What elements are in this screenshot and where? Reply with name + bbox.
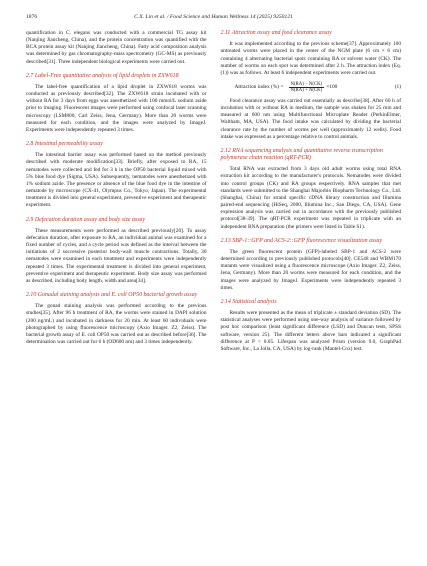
running-head bbox=[26, 14, 401, 20]
paragraph: The gonad staining analysis was performed according to the previous studies[35]. After 96 h treatment of RA, the worms were stained in DAPI solution (200 ng/mL) and incubated in darkness for 20 min. At least 60 individuals were photographed by using fluorescence microscopy (Axio Imager. Z2, Zeiss). The bacterial growth assay of E. coli OP50 was carried out as described before[36]. The determination was carried out for 6 h (OD600 nm) and 3 times independently. bbox=[26, 303, 207, 345]
section-heading: 2.11 Attraction assay and food clearance assay bbox=[220, 30, 332, 36]
section-heading: 2.13 SBP-1::GFP and ACS-2::GFP fluorescence visualization assay bbox=[220, 237, 383, 244]
equation-fraction bbox=[289, 82, 325, 93]
equation-number: (1) bbox=[394, 84, 401, 91]
equation-lhs: Attraction index (%) = bbox=[234, 84, 284, 91]
equation-denominator: N(RA) + N(CK) bbox=[290, 87, 323, 93]
paragraph: Food clearance assay was carried out essentially as describe[38]. After 60 h of incubation with or without RA in medium, the sample was shaken for 25 min and measured at 600 nm using Multifunctional Microplate Reader (PerkinElmer, Waltham, MA, USA). The food intake was calculated by dividing the bacterial clearance rate by the number of worms per well (approximately 12 wells). Food intake was expressed as a percentage relative to control animals. bbox=[220, 97, 401, 140]
paragraph: The intestinal barrier assay was performed based on the method previously described with moderate modification[33]. Briefly, after exposed to RA, 15 nematodes were collected and fed for 3 h in the OP50 bacterial liquid mixed with 5% blue food dye (Sigma, USA). Subsequently, nematodes were anesthetized with 1% sodium azide. The presence or absence of the blue food dye in the intestine of nematode by microscope (CX-41, Olympus Co., Tokyo, Japan). The experimental treatment is divided into general experiment, preventive experiment and therapeutic experiment. bbox=[26, 152, 207, 209]
section-heading: 2.12 RNA sequencing analysis and quantitative reverse transcription polymerase chain reaction (qRT-PCR) bbox=[220, 147, 383, 162]
paragraph: Results were presented as the mean of triplicate ± standard deviation (SD). The statistical analyses were performed using one-way analysis of variance followed by post hoc comparison (least significant difference (LSD) and Duncan tests, SPSS software, version 25). The different letters above bars indicated a significant difference at P < 0.05. Lifespan was analyzed Prism (version 9.0, GraphPad Software, Inc., La Jolla, CA, USA) by log-rank (Mantel-Cox) test. bbox=[220, 310, 401, 352]
equation-rhs: ×100 bbox=[326, 84, 338, 91]
section-heading: 2.8 Intestinal permeability assay bbox=[26, 141, 103, 148]
section-heading: 2.14 Statistical analysis bbox=[220, 298, 277, 305]
equation-numerator: N(RA) − N(CK) bbox=[290, 81, 323, 87]
paragraph: It was implemented according to the previous scheme[37]. Approximately 100 untreated worms were placed in the center of the NGM plate (6 cm × 6 cm) containing 4 alternating bacterial spots containing RA or solvent water (CK). The number of worms on each spot was determined after 2 h. The attraction index (Eq. (1)) was as follows. At least 6 independent experiments were carried out. bbox=[220, 41, 401, 76]
paragraph: Total RNA was extracted from 3 days old adult worms using total RNA extraction kit according to the manufacturer's protocols. Nematodes were divided into control groups (CK) and RA groups respectively. RNA samples that met standards were submitted to the Shanghai Majorbio Biopharm Technology Co., Ltd. (Shanghai, China) for strand specific cDNA library construction and Illumina paired-end sequencing (HiSeq, 2000, Illumina Inc., San Diego, CA, USA). Gene expression analysis was carried out in accordance with the previously published protocol[38-39]. The qRT-PCR experiment was repeated in triplicate with an independent RNA preparation (the primers were listed in Table S1). bbox=[220, 166, 401, 230]
paragraph: quantification in C. elegans was conducted with a commercial TG assay kit (Nanjing Jiancheng, China), and the protein concentration was quantified with the BCA protein assay kit (Nanjing Jiancheng, China). Fatty acid composition analysis was determined by gas chromatography-mass spectrometry (GC-MS) as previously described[31]. Three independent biological experiments were carried out. bbox=[26, 30, 207, 65]
section-heading: 2.9 Defecation duration assay and body size assay bbox=[26, 216, 146, 223]
section-heading: 2.7 Label-Free quantitative analysis of lipid droplets in ZXW618 bbox=[26, 72, 179, 79]
left-column bbox=[26, 30, 207, 358]
section-heading: 2.10 Gonadal staining analysis and E. coli OP50 bacterial growth assay bbox=[26, 291, 198, 298]
paragraph: These measurements were performed as described previously[20]. To assay defecation duration, after exposure to RA, an individual animal was examined for a fixed number of cycles, and a cycle period was defined as the interval between the initiations of 2 successive posterior body-wall muscle contractions. Totally, 30 nematodes were examined in each treatment and experiments were independently repeated 3 times. The experimental treatment is divided into general experiment, preventive experiment and therapeutic experiment. Body size assay was performed as described, including body length, width and area[34]. bbox=[26, 227, 207, 284]
journal-citation: C.X. Lin et al. / Food Science and Human Wellness 14 (2025) 9250121 bbox=[134, 14, 293, 20]
page-number: 1876 bbox=[26, 14, 38, 20]
two-column-body bbox=[26, 30, 401, 358]
equation bbox=[235, 82, 402, 93]
right-column bbox=[221, 30, 402, 358]
paragraph: The label-free quantification of a lipid droplet in ZXW618 worms was conducted as previously described[32]. The ZXW618 strain incubated with or without RA for 3 days from eggs was anesthetized with 100 mmol/L sodium azide prior to imaging. Fluorescent images were performed using confocal laser scanning microscopy (LSM800, Carl Zeiss, Jena, Germany). More than 20 worms were measured for each condition, and the images were analyzed by ImageJ. Experiments were independently repeated 3 times. bbox=[26, 83, 207, 133]
paragraph: The green fluorescent protein (GFP)-labeled SBP-1 and ACS-2 were determined according to previously published protocols[40]. CE548 and WBM170 mutants were visualized using a fluorescence microscope (Axio Imager. Z2, Zeiss, Jena, Germany). More than 20 worms were measured for each condition, and the images were analyzed by ImageJ. Experiments were independently repeated 3 times. bbox=[220, 248, 401, 291]
